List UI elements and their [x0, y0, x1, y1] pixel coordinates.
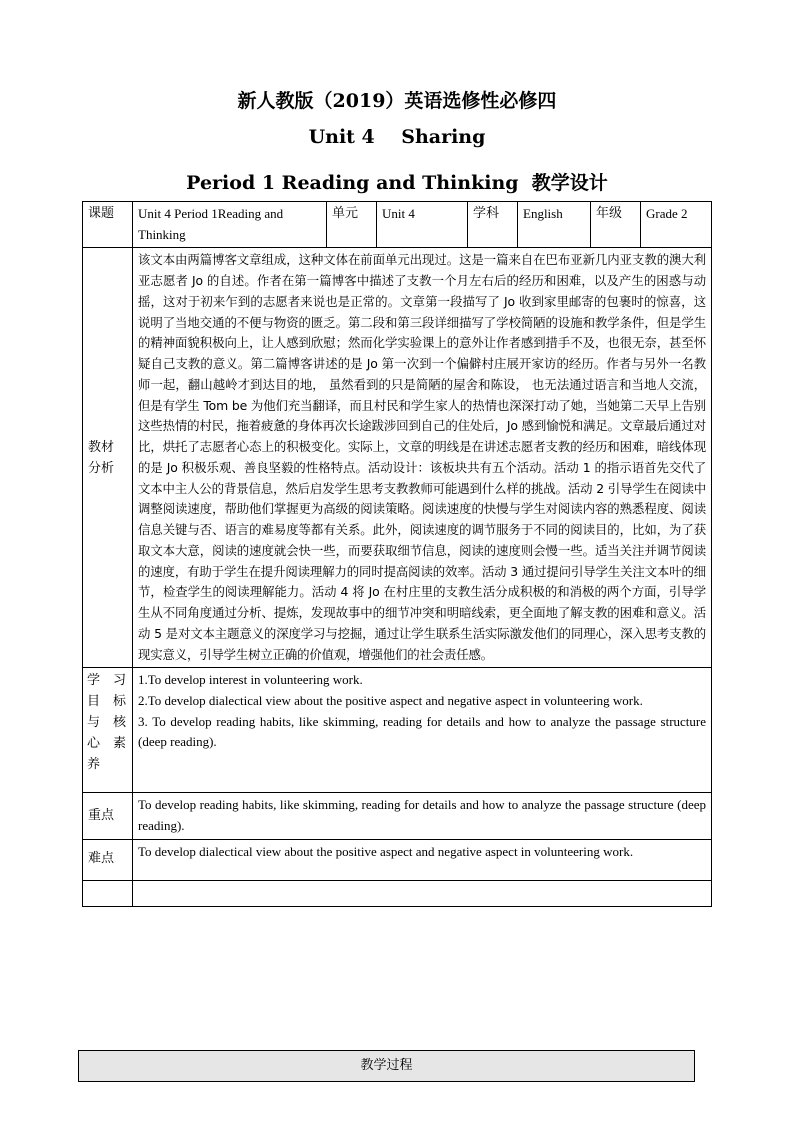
difficult-points-label: 难点 — [83, 839, 133, 880]
objectives-label: 学 习 目 标 与 核 心 素 养 — [83, 668, 133, 793]
analysis-row — [83, 248, 712, 668]
unit-value: Unit 4 — [377, 202, 468, 248]
key-points-label: 重点 — [83, 793, 133, 839]
lesson-value: Unit 4 Period 1Reading and Thinking — [133, 202, 327, 248]
empty-row — [83, 880, 712, 906]
difficult-points-text: To develop dialectical view about the positive aspect and negative aspect in volunteering work. — [133, 839, 712, 880]
objectives-list — [133, 668, 712, 793]
key-points-text: To develop reading habits, like skimming, reading for details and how to analyze the passage structure (deep reading). — [133, 793, 712, 839]
empty-cell — [83, 880, 133, 906]
difficult-points-row — [83, 839, 712, 880]
objective-item: 2.To develop dialectical view about the positive aspect and negative aspect in volunteering work. — [138, 693, 643, 708]
lesson-label: 课题 — [83, 202, 133, 248]
subject-label: 学科 — [468, 202, 518, 248]
lesson-plan-table — [82, 201, 712, 907]
subject-value: English — [518, 202, 591, 248]
document-title: 新人教版（2019）英语选修性必修四 — [237, 90, 557, 112]
info-row — [83, 202, 712, 248]
grade-label: 年级 — [591, 202, 641, 248]
teaching-process-header: 教学过程 — [78, 1050, 695, 1082]
analysis-label: 教材分析 — [83, 248, 133, 668]
objectives-row — [83, 668, 712, 793]
period-title: Period 1 Reading and Thinking 教学设计 — [186, 172, 608, 194]
unit-title: Unit 4 Sharing — [308, 126, 486, 148]
grade-value: Grade 2 — [641, 202, 712, 248]
objective-item: 1.To develop interest in volunteering work. — [138, 672, 363, 688]
empty-cell — [133, 880, 712, 906]
key-points-row — [83, 793, 712, 839]
objective-item: 3. To develop reading habits, like skimming, reading for details and how to analyze the passage structure (deep reading). — [138, 713, 706, 750]
unit-label: 单元 — [327, 202, 377, 248]
analysis-text: 该文本由两篇博客文章组成，这种文体在前面单元出现过。这是一篇来自在巴布亚新几内亚支教的澳大利亚志愿者 Jo 的自述。作者在第一篇博客中描述了支教一个月左右后的经历和困难，以及产生的困惑与动摇，这对于初来乍到的志愿者来说也是正常的。文章第一段描写了 Jo 收到家里邮寄的包裹时的惊喜，这说明了当地交通的不便与物资的匮乏。第二段和第三段详细描写了学校简陋的设施和教学条件，但是学生的精神面貌积极向上，让人感到欣慰；然而化学实验课上的意外让作者感到措手不及，也很无奈，甚至怀疑自己支教的意义。第二篇博客讲述的是 Jo 第一次到一个偏僻村庄展开家访的经历。作者与另外一名教师一起，翻山越岭才到达目的地， 虽然看到的只是简陋的屋舍和陈设， 也无法通过语言和当地人交流， 但是有学生 Tom be 为他们充当翻译，而且村民和学生家人的热情也深深打动了她，当她第二天早上告别这些热情的村民，拖着疲惫的身体再次长途跋涉回到自己的住处后，Jo 感到愉悦和满足。文章最后通过对比，烘托了志愿者心态上的积极变化。实际上，文章的明线是在讲述志愿者支教的经历和困难，暗线体现的是 Jo 积极乐观、善良坚毅的性格特点。活动设计：该板块共有五个活动。活动 1 的指示语首先交代了文本中主人公的背景信息，然后启发学生思考支教教师可能遇到什么样的挑战。活动 2 引导学生在阅读中调整阅读速度，帮助他们掌握更为高级的阅读策略。阅读速度的快慢与学生对阅读内容的熟悉程度、阅读信息关键与否、语言的难易度等都有关系。此外，阅读速度的调节服务于不同的阅读目的，比如，为了获取文本大意，阅读的速度就会快一些，而要获取细节信息，阅读的速度则会慢一些。适当关注并调节阅读的速度，有助于学生在提升阅读理解力的同时提高阅读的效率。活动 3 通过提问引导学生关注文本叶的细节，检查学生的阅读理解能力。活动 4 将 Jo 在村庄里的支教生活分成积极的和消极的两个方面，引导学生从不同角度通过分析、提炼，发现故事中的细节冲突和明暗线索，更全面地了解支教的困难和意义。活动 5 是对文本主题意义的深度学习与挖掘，通过让学生联系生活实际激发他们的同理心，深入思考支教的现实意义，引导学生树立正确的价值观，增强他们的社会责任感。 — [133, 248, 712, 668]
